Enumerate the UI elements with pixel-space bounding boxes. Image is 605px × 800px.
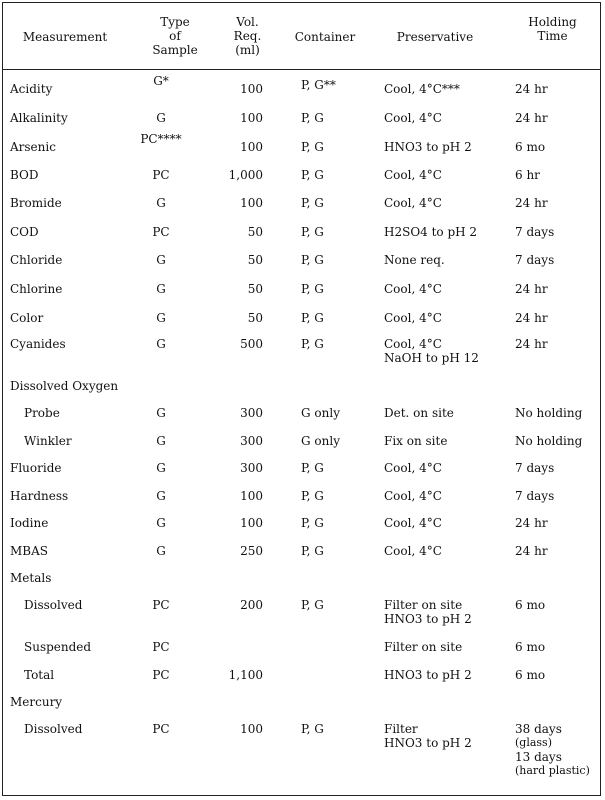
cell-measurement: Acidity [10, 82, 53, 96]
cell-measurement: Dissolved [24, 722, 83, 736]
cell-type: PC [152, 640, 170, 654]
preservative-line: HNO3 to pH 2 [384, 736, 472, 750]
cell-volume: 1,100 [228, 668, 263, 682]
cell-holding-time [515, 311, 548, 325]
cell-holding-time [515, 489, 554, 503]
table-row [0, 282, 605, 296]
preservative-line: Cool, 4°C [384, 544, 442, 558]
cell-holding-time [515, 461, 554, 475]
cell-measurement: Cyanides [10, 337, 66, 351]
cell-holding-time [515, 196, 548, 210]
cell-preservative [384, 406, 454, 420]
cell-container: P, G [301, 111, 324, 125]
cell-preservative [384, 598, 472, 626]
cell-measurement: Mercury [10, 695, 63, 709]
preservative-line: Cool, 4°C [384, 489, 442, 503]
cell-measurement: Winkler [24, 434, 72, 448]
cell-volume: 100 [240, 196, 263, 210]
cell-measurement: Color [10, 311, 44, 325]
cell-type: PC [152, 168, 170, 182]
table-row [0, 516, 605, 530]
holding-line: 24 hr [515, 311, 548, 325]
cell-type: G [156, 196, 166, 210]
cell-preservative [384, 196, 442, 210]
preservative-line: Cool, 4°C [384, 282, 442, 296]
preservative-line: Cool, 4°C [384, 461, 442, 475]
cell-container: P, G [301, 516, 324, 530]
holding-line: 6 mo [515, 140, 546, 154]
holding-line: (glass) [515, 736, 552, 749]
cell-container: P, G [301, 461, 324, 475]
table-row [0, 196, 605, 210]
cell-measurement: Fluoride [10, 461, 62, 475]
cell-holding-time [515, 516, 548, 530]
table-row [0, 461, 605, 475]
table-row [0, 406, 605, 420]
cell-container: P, G [301, 225, 324, 239]
table-row [0, 695, 605, 709]
cell-type: G [156, 516, 166, 530]
preservative-line: HNO3 to pH 2 [384, 612, 472, 626]
table-row [0, 598, 605, 626]
preservative-line: Filter [384, 722, 418, 736]
holding-line: 13 days [515, 750, 562, 764]
cell-volume: 100 [240, 489, 263, 503]
cell-container: P, G [301, 168, 324, 182]
cell-measurement: Hardness [10, 489, 69, 503]
holding-line: 24 hr [515, 282, 548, 296]
cell-container: P, G [301, 598, 324, 612]
cell-measurement: MBAS [10, 544, 48, 558]
cell-preservative [384, 337, 479, 365]
table-row [0, 111, 605, 125]
preservative-line: Cool, 4°C [384, 516, 442, 530]
holding-line: (hard plastic) [515, 764, 590, 777]
cell-measurement: Arsenic [10, 140, 56, 154]
cell-container: P, G [301, 140, 324, 154]
preservative-line: Cool, 4°C [384, 168, 442, 182]
cell-type: PC**** [140, 132, 182, 146]
cell-holding-time [515, 544, 548, 558]
table-row [0, 311, 605, 325]
preservative-line: Filter on site [384, 598, 463, 612]
holding-line: 7 days [515, 253, 555, 267]
cell-holding-time [515, 225, 554, 239]
preservative-line: Cool, 4°C*** [384, 82, 460, 96]
cell-preservative [384, 640, 462, 654]
table-row [0, 722, 605, 777]
preservative-line: Det. on site [384, 406, 454, 420]
holding-line: 24 hr [515, 196, 548, 210]
cell-type: G [156, 406, 166, 420]
cell-holding-time [515, 82, 548, 96]
cell-volume: 50 [247, 311, 263, 325]
cell-type: G [156, 311, 166, 325]
cell-volume: 100 [240, 140, 263, 154]
table-row [0, 489, 605, 503]
holding-line: 24 hr [515, 516, 548, 530]
preservative-line: None req. [384, 253, 445, 267]
cell-preservative [384, 282, 442, 296]
cell-measurement: Dissolved [24, 598, 83, 612]
cell-type: PC [152, 668, 170, 682]
cell-holding-time [515, 111, 548, 125]
holding-line: No holding [515, 406, 583, 420]
cell-preservative [384, 168, 442, 182]
table-row [0, 132, 605, 154]
cell-type: PC [152, 225, 170, 239]
holding-line: 38 days [515, 722, 562, 736]
cell-container: P, G [301, 544, 324, 558]
cell-holding-time [515, 168, 540, 182]
preservative-line: H2SO4 to pH 2 [384, 225, 478, 239]
cell-volume: 250 [240, 544, 263, 558]
cell-measurement: Chloride [10, 253, 63, 267]
cell-preservative [384, 225, 477, 239]
preservative-line: Cool, 4°C [384, 337, 442, 351]
header-container: Container [294, 30, 356, 44]
cell-type: G [156, 489, 166, 503]
cell-measurement: Bromide [10, 196, 62, 210]
cell-container: G only [301, 406, 340, 420]
cell-preservative [384, 140, 472, 154]
cell-container: P, G [301, 337, 324, 351]
cell-container: P, G [301, 253, 324, 267]
table-row [0, 544, 605, 558]
cell-preservative [384, 311, 442, 325]
holding-line: 6 mo [515, 640, 546, 654]
cell-measurement: COD [10, 225, 39, 239]
cell-volume: 100 [240, 722, 263, 736]
holding-line: 24 hr [515, 82, 548, 96]
header-volume: Vol. Req. (ml) [233, 15, 262, 57]
cell-preservative [384, 82, 460, 96]
cell-holding-time [515, 253, 554, 267]
cell-container: P, G [301, 311, 324, 325]
cell-type: G [156, 434, 166, 448]
cell-volume: 100 [240, 516, 263, 530]
header-type: Type of Sample [152, 15, 198, 57]
table-row [0, 571, 605, 585]
preservative-line: Cool, 4°C [384, 311, 442, 325]
table-row [0, 668, 605, 682]
cell-type: PC [152, 598, 170, 612]
cell-preservative [384, 461, 442, 475]
table-row [0, 74, 605, 96]
cell-volume: 300 [240, 406, 263, 420]
cell-type: G [156, 282, 166, 296]
holding-line: 24 hr [515, 544, 548, 558]
cell-holding-time [515, 640, 545, 654]
cell-holding-time [515, 337, 548, 351]
cell-measurement: Total [24, 668, 55, 682]
cell-holding-time [515, 140, 545, 154]
holding-line: 6 mo [515, 668, 546, 682]
cell-measurement: Suspended [24, 640, 92, 654]
cell-volume: 300 [240, 461, 263, 475]
holding-line: 6 hr [515, 168, 540, 182]
cell-volume: 50 [247, 253, 263, 267]
cell-holding-time [515, 722, 590, 778]
cell-holding-time [515, 668, 545, 682]
holding-line: 24 hr [515, 337, 548, 351]
cell-preservative [384, 434, 447, 448]
holding-line: 7 days [515, 489, 555, 503]
cell-type: G [156, 461, 166, 475]
cell-measurement: Probe [24, 406, 60, 420]
cell-volume: 300 [240, 434, 263, 448]
preservative-line: Cool, 4°C [384, 196, 442, 210]
cell-type: PC [152, 722, 170, 736]
cell-holding-time [515, 282, 548, 296]
preservative-line: HNO3 to pH 2 [384, 668, 472, 682]
cell-type: G [156, 253, 166, 267]
cell-measurement: Chlorine [10, 282, 63, 296]
cell-measurement: BOD [10, 168, 39, 182]
cell-type: G [156, 337, 166, 351]
cell-container: P, G [301, 282, 324, 296]
cell-container: G only [301, 434, 340, 448]
preservative-line: NaOH to pH 12 [384, 351, 479, 365]
holding-line: 7 days [515, 461, 555, 475]
holding-line: 7 days [515, 225, 555, 239]
holding-line: No holding [515, 434, 583, 448]
cell-holding-time [515, 406, 582, 420]
cell-volume: 50 [247, 225, 263, 239]
cell-preservative [384, 253, 445, 267]
preservative-line: HNO3 to pH 2 [384, 140, 472, 154]
cell-measurement: Dissolved Oxygen [10, 379, 119, 393]
cell-container: P, G [301, 489, 324, 503]
header-divider [2, 69, 601, 70]
cell-volume: 100 [240, 82, 263, 96]
cell-type: G [156, 111, 166, 125]
header-preservative: Preservative [396, 30, 474, 44]
cell-measurement: Alkalinity [10, 111, 68, 125]
cell-holding-time [515, 434, 582, 448]
cell-container: P, G [301, 196, 324, 210]
cell-volume: 500 [240, 337, 263, 351]
table-row [0, 379, 605, 393]
header-measurement: Measurement [22, 30, 108, 44]
cell-preservative [384, 668, 472, 682]
table-row [0, 168, 605, 182]
cell-container: P, G [301, 722, 324, 736]
cell-preservative [384, 544, 442, 558]
preservative-line: Filter on site [384, 640, 463, 654]
cell-preservative [384, 516, 442, 530]
cell-preservative [384, 722, 472, 750]
table-row [0, 337, 605, 365]
cell-measurement: Iodine [10, 516, 49, 530]
cell-type: G [156, 544, 166, 558]
cell-volume: 200 [240, 598, 263, 612]
preservative-line: Cool, 4°C [384, 111, 442, 125]
cell-preservative [384, 489, 442, 503]
preservative-line: Fix on site [384, 434, 448, 448]
cell-holding-time [515, 598, 545, 612]
cell-preservative [384, 111, 442, 125]
table-row [0, 640, 605, 654]
header-holding: Holding Time [528, 15, 577, 43]
cell-volume: 100 [240, 111, 263, 125]
cell-volume: 50 [247, 282, 263, 296]
cell-measurement: Metals [10, 571, 52, 585]
table-row [0, 434, 605, 448]
cell-container: P, G** [301, 78, 336, 92]
table-row [0, 225, 605, 239]
holding-line: 24 hr [515, 111, 548, 125]
holding-line: 6 mo [515, 598, 546, 612]
cell-volume: 1,000 [228, 168, 263, 182]
table-row [0, 253, 605, 267]
cell-type: G* [153, 74, 169, 88]
